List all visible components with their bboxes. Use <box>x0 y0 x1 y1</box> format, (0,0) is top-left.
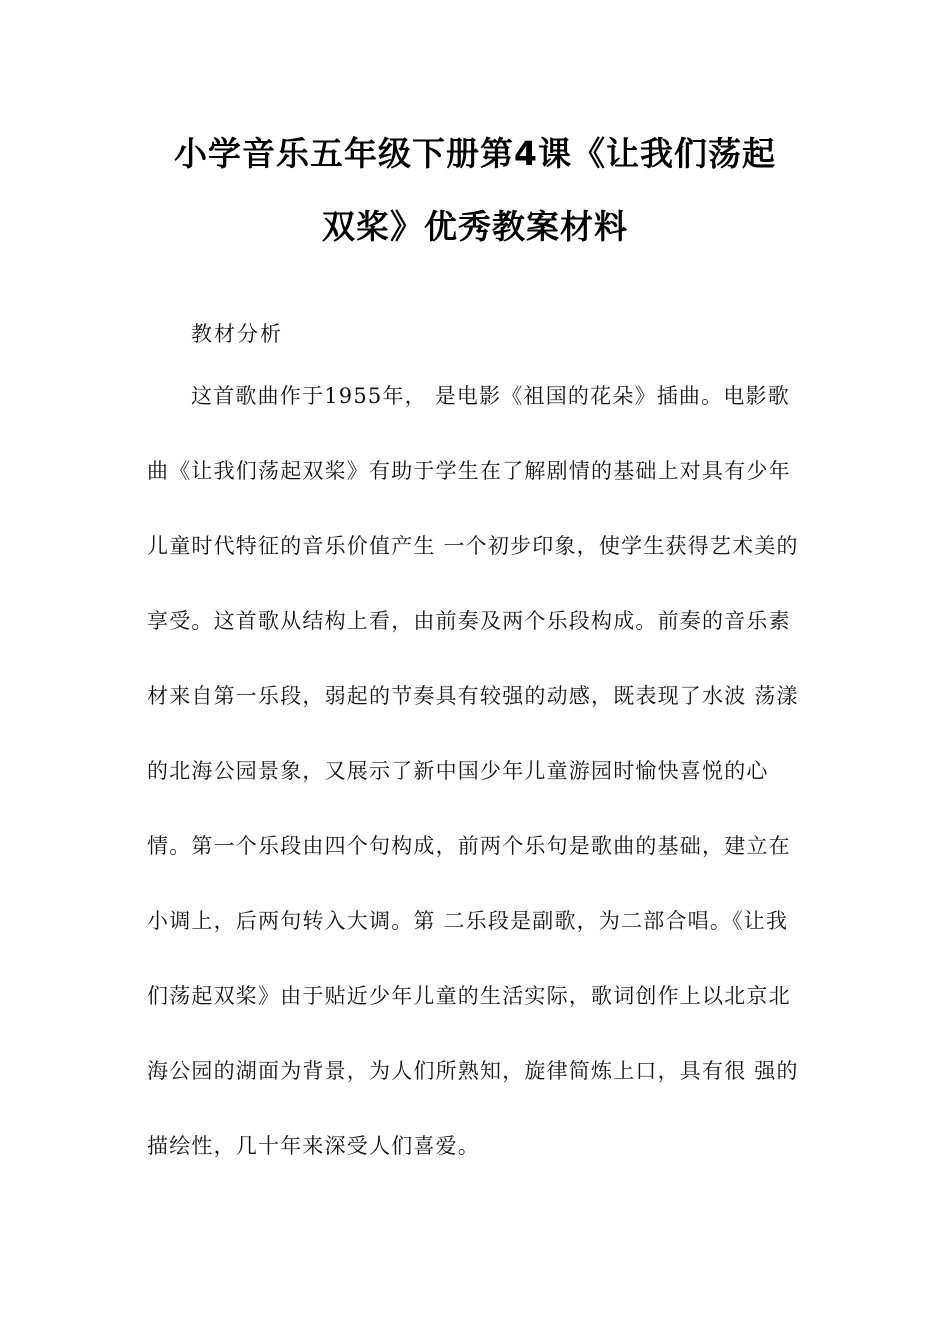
paragraph-line: 们荡起双桨》由于贴近少年儿童的生活实际，歌词创作上以北京北 <box>147 984 791 1008</box>
paragraph-line: 小调上，后两句转入大调。第 二乐段是副歌，为二部合唱。《让我 <box>147 909 789 933</box>
paragraph-line: 的北海公园景象，又展示了新中国少年儿童游园时愉快喜悦的心 <box>147 759 769 783</box>
paragraph-line: 享受。这首歌从结构上看，由前奏及两个乐段构成。前奏的音乐素 <box>147 609 791 633</box>
document-title-line-2: 双桨》优秀教案材料 <box>322 207 628 246</box>
paragraph-line: 情。第一个乐段由四个句构成，前两个乐句是歌曲的基础，建立在 <box>147 834 791 858</box>
paragraph-line: 儿童时代特征的音乐价值产生 一个初步印象，使学生获得艺术美的 <box>147 534 799 558</box>
paragraph-line: 材来自第一乐段，弱起的节奏具有较强的动感，既表现了水波 荡漾 <box>147 684 799 708</box>
paragraph-line: 海公园的湖面为背景，为人们所熟知，旋律简炼上口，具有很 强的 <box>147 1059 799 1083</box>
paragraph-line: 这首歌曲作于1955年， 是电影《祖国的花朵》插曲。电影歌 <box>191 384 790 408</box>
document-title-line-1: 小学音乐五年级下册第4课《让我们荡起 <box>174 134 776 173</box>
paragraph-line: 描绘性，几十年来深受人们喜爱。 <box>147 1134 480 1158</box>
paragraph-line: 曲《让我们荡起双桨》有助于学生在了解剧情的基础上对具有少年 <box>147 459 791 483</box>
section-heading: 教材分析 <box>191 322 283 346</box>
